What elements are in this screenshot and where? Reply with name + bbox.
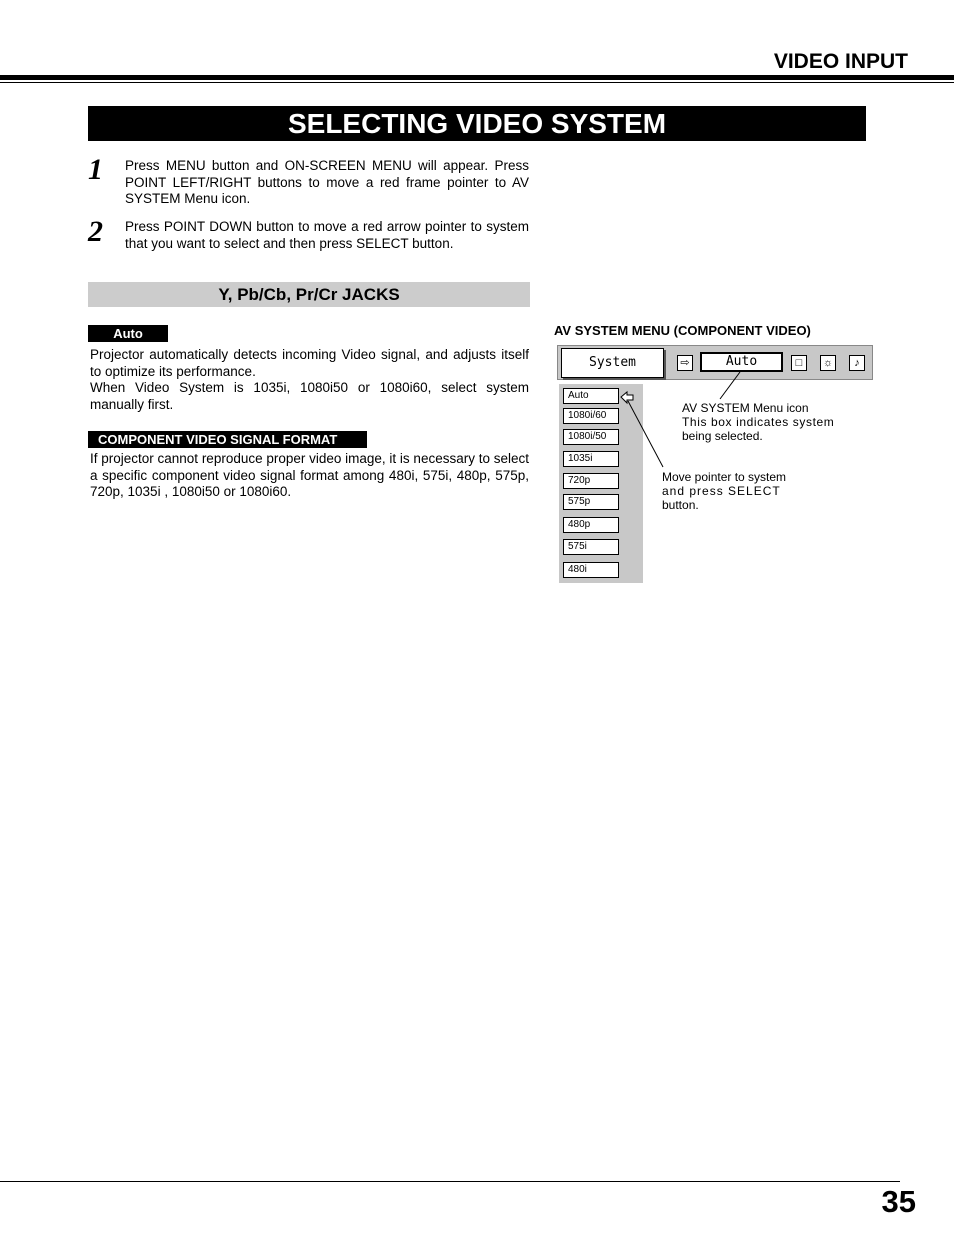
callout-line-pointer bbox=[628, 401, 663, 467]
icon-callout-note bbox=[682, 401, 834, 443]
format-text: If projector cannot reproduce proper video image, it is necessary to select a specific component video signal format among 480i, 575i, 480p, 575p, 720p, 1035i , 1080i50 or 1080i60. bbox=[90, 451, 529, 499]
page-title: SELECTING VIDEO SYSTEM bbox=[88, 106, 866, 141]
selected-system-box: Auto bbox=[700, 352, 783, 372]
pointer-callout-note bbox=[662, 470, 786, 512]
list-item-1080i50[interactable]: 1080i/50 bbox=[563, 429, 619, 445]
system-menu-label: System bbox=[561, 348, 664, 378]
screen-icon: □ bbox=[791, 355, 807, 371]
list-item-575p[interactable]: 575p bbox=[563, 494, 619, 510]
footer-rule bbox=[0, 1181, 900, 1182]
list-item-575i[interactable]: 575i bbox=[563, 539, 619, 555]
sound-icon: ♪ bbox=[849, 355, 865, 371]
step-number-1: 1 bbox=[88, 153, 103, 186]
pointer-note-line-2: and press SELECT bbox=[662, 484, 781, 498]
input-icon: ⇨ bbox=[677, 355, 693, 371]
auto-label: Auto bbox=[88, 325, 168, 342]
setting-icon: ☼ bbox=[820, 355, 836, 371]
pointer-note-line-3: button. bbox=[662, 498, 699, 512]
page-number: 35 bbox=[881, 1184, 916, 1219]
list-item-auto[interactable]: Auto bbox=[563, 388, 619, 404]
list-item-1080i60[interactable]: 1080i/60 bbox=[563, 408, 619, 424]
section-header: VIDEO INPUT bbox=[773, 50, 908, 73]
auto-text-2: When Video System is 1035i, 1080i50 or 1080i60, select system manually first. bbox=[90, 380, 529, 412]
list-item-480i[interactable]: 480i bbox=[563, 562, 619, 578]
pointer-note-line-1: Move pointer to system bbox=[662, 470, 787, 484]
icon-note-line-1: AV SYSTEM Menu icon bbox=[682, 401, 809, 415]
icon-note-line-3: being selected. bbox=[682, 429, 763, 443]
jacks-heading: Y, Pb/Cb, Pr/Cr JACKS bbox=[88, 282, 530, 307]
callout-line-icon bbox=[720, 372, 740, 399]
list-item-720p[interactable]: 720p bbox=[563, 473, 619, 489]
step-text-1: Press MENU button and ON-SCREEN MENU will appear. Press POINT LEFT/RIGHT buttons to move a red frame pointer to AV SYSTEM Menu icon. bbox=[125, 158, 529, 206]
step-text-2: Press POINT DOWN button to move a red arrow pointer to system that you want to select and then press SELECT button. bbox=[125, 219, 529, 251]
list-item-480p[interactable]: 480p bbox=[563, 517, 619, 533]
step-number-2: 2 bbox=[88, 215, 103, 248]
format-label: COMPONENT VIDEO SIGNAL FORMAT bbox=[88, 431, 367, 448]
av-menu-title: AV SYSTEM MENU (COMPONENT VIDEO) bbox=[554, 323, 811, 338]
auto-text: Projector automatically detects incoming Video signal, and adjusts itself to optimize its performance. bbox=[90, 347, 529, 379]
pointer-arrow-icon bbox=[621, 392, 633, 403]
icon-note-line-2: This box indicates system bbox=[682, 415, 835, 429]
list-item-1035i[interactable]: 1035i bbox=[563, 451, 619, 467]
